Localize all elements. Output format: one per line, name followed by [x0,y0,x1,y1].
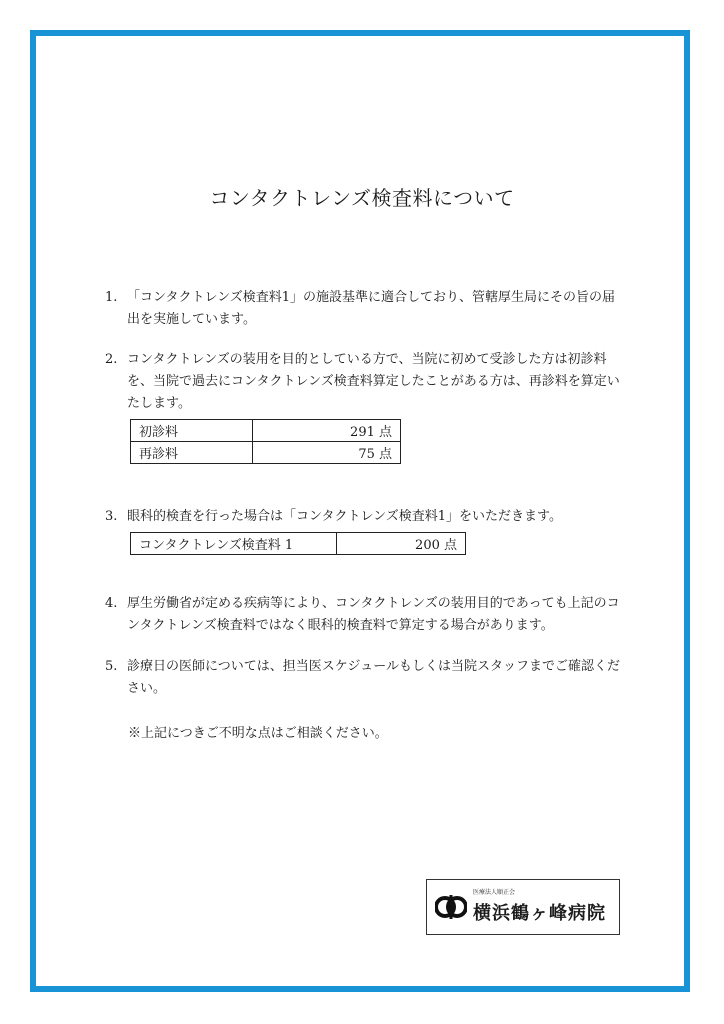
item-text: コンタクトレンズの装用を目的としている方で、当院に初めて受診した方は初診料を、当院で過去にコンタクトレンズ検査料算定したことがある方は、再診料を算定いたします。 [127,352,620,411]
item-number: 4. [105,596,118,611]
fee-label: コンタクトレンズ検査料 1 [131,533,337,555]
fee-value: 75 点 [253,442,401,464]
item-number: 5. [105,659,118,674]
item-number: 3. [105,509,118,524]
list-item-5 [105,656,625,700]
hospital-name: 横浜鶴ヶ峰病院 [473,903,606,924]
visit-fee-table [130,419,401,464]
list-item-3 [105,506,625,528]
item-text: 診療日の医師については、担当医スケジュールもしくは当院スタッフまでご確認ください。 [127,659,620,696]
fee-label: 初診料 [131,420,253,442]
hospital-logo [426,879,620,935]
page-title: コンタクトレンズ検査料について [209,186,515,210]
corporation-name: 医療法人順正会 [473,889,516,896]
exam-fee-table [130,532,466,555]
item-number: 1. [105,290,118,305]
fee-label: 再診料 [131,442,253,464]
item-text: 「コンタクトレンズ検査料1」の施設基準に適合しており、管轄厚生局にその旨の届出を実施しています。 [127,290,616,327]
item-text: 眼科的検査を行った場合は「コンタクトレンズ検査料1」をいただきます。 [127,509,562,524]
table-row [131,533,466,555]
list-item-4 [105,593,625,637]
item-number: 2. [105,352,118,367]
hospital-mark-icon [435,892,467,922]
item-text: 厚生労働省が定める疾病等により、コンタクトレンズの装用目的であっても上記のコンタクトレンズ検査料ではなく眼科的検査料で算定する場合があります。 [127,596,620,633]
list-item-1 [105,287,625,331]
fee-value: 291 点 [253,420,401,442]
table-row [131,442,401,464]
note-text: ※上記につきご不明な点はご相談ください。 [128,726,388,741]
fee-value: 200 点 [337,533,466,555]
table-row [131,420,401,442]
list-item-2 [105,349,625,415]
